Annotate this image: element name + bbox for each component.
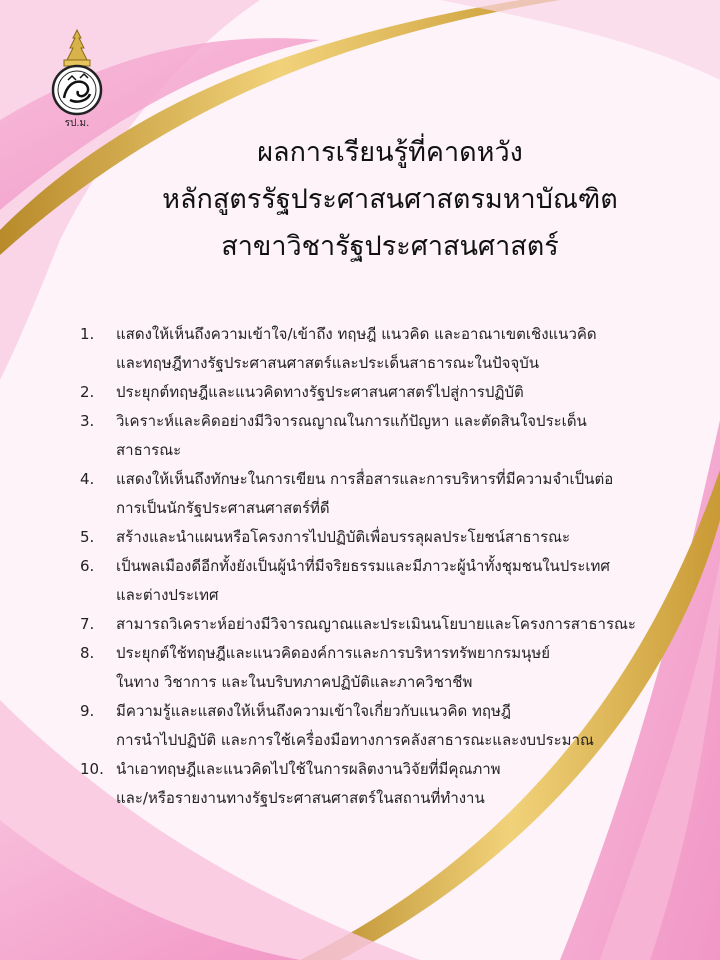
item-number: 3. bbox=[80, 412, 95, 430]
emblem-icon bbox=[34, 28, 120, 118]
item-text: แสดงให้เห็นถึงทักษะในการเขียน การสื่อสารและการบริหารที่มีความจำเป็นต่อ bbox=[116, 470, 614, 488]
list-item bbox=[80, 523, 660, 552]
item-text-continued: สาธารณะ bbox=[116, 441, 182, 459]
item-text: วิเคราะห์และคิดอย่างมีวิจารณญาณในการแก้ปัญหา และตัดสินใจประเด็น bbox=[116, 412, 587, 430]
item-text: แสดงให้เห็นถึงความเข้าใจ/เข้าถึง ทฤษฎี แนวคิด และอาณาเขตเชิงแนวคิด bbox=[116, 325, 597, 343]
item-number: 5. bbox=[80, 528, 95, 546]
outcomes-list bbox=[80, 320, 660, 813]
list-item bbox=[80, 697, 660, 755]
page-title-line-1: ผลการเรียนรู้ที่คาดหวัง bbox=[257, 137, 523, 168]
page-title-line-3: สาขาวิชารัฐประศาสนศาสตร์ bbox=[221, 231, 559, 262]
item-number: 1. bbox=[80, 325, 95, 343]
item-text: ประยุกต์ทฤษฎีและแนวคิดทางรัฐประศาสนศาสตร์ไปสู่การปฏิบัติ bbox=[116, 383, 524, 401]
list-item bbox=[80, 639, 660, 697]
item-number: 10. bbox=[80, 760, 104, 778]
item-number: 9. bbox=[80, 702, 95, 720]
list-item bbox=[80, 407, 660, 465]
item-text: สร้างและนำแผนหรือโครงการไปปฏิบัติเพื่อบรรลุผลประโยชน์สาธารณะ bbox=[116, 528, 571, 546]
item-number: 6. bbox=[80, 557, 95, 575]
list-item bbox=[80, 465, 660, 523]
list-item bbox=[80, 552, 660, 610]
item-text: นำเอาทฤษฎีและแนวคิดไปใช้ในการผลิตงานวิจัยที่มีคุณภาพ bbox=[116, 760, 501, 778]
list-item bbox=[80, 320, 660, 378]
item-text-continued: การเป็นนักรัฐประศาสนศาสตร์ที่ดี bbox=[116, 499, 330, 517]
item-number: 8. bbox=[80, 644, 95, 662]
item-text-continued: และต่างประเทศ bbox=[116, 586, 219, 604]
item-text-continued: และ/หรือรายงานทางรัฐประศาสนศาสตร์ในสถานที่ทำงาน bbox=[116, 789, 485, 807]
item-text: ประยุกต์ใช้ทฤษฎีและแนวคิดองค์การและการบริหารทรัพยากรมนุษย์ bbox=[116, 644, 551, 662]
list-item bbox=[80, 755, 660, 813]
page-title-line-2: หลักสูตรรัฐประศาสนศาสตรมหาบัณฑิต bbox=[162, 184, 618, 215]
item-number: 7. bbox=[80, 615, 95, 633]
list-item bbox=[80, 378, 660, 407]
list-item bbox=[80, 610, 660, 639]
item-text-continued: การนำไปปฏิบัติ และการใช้เครื่องมือทางการคลังสาธารณะและงบประมาณ bbox=[116, 731, 594, 749]
item-text: มีความรู้และแสดงให้เห็นถึงความเข้าใจเกี่ยวกับแนวคิด ทฤษฎี bbox=[116, 702, 511, 720]
item-number: 2. bbox=[80, 383, 95, 401]
university-logo bbox=[34, 28, 120, 132]
item-number: 4. bbox=[80, 470, 95, 488]
item-text: เป็นพลเมืองดีอีกทั้งยังเป็นผู้นำที่มีจริยธรรมและมีภาวะผู้นำทั้งชุมชนในประเทศ bbox=[116, 557, 610, 575]
item-text-continued: และทฤษฎีทางรัฐประศาสนศาสตร์และประเด็นสาธารณะในปัจจุบัน bbox=[116, 354, 540, 372]
item-text-continued: ในทาง วิชาการ และในบริบทภาคปฏิบัติและภาควิชาชีพ bbox=[116, 673, 473, 691]
item-text: สามารถวิเคราะห์อย่างมีวิจารณญาณและประเมินนโยบายและโครงการสาธารณะ bbox=[116, 615, 636, 633]
logo-caption: รป.ม. bbox=[64, 118, 90, 129]
